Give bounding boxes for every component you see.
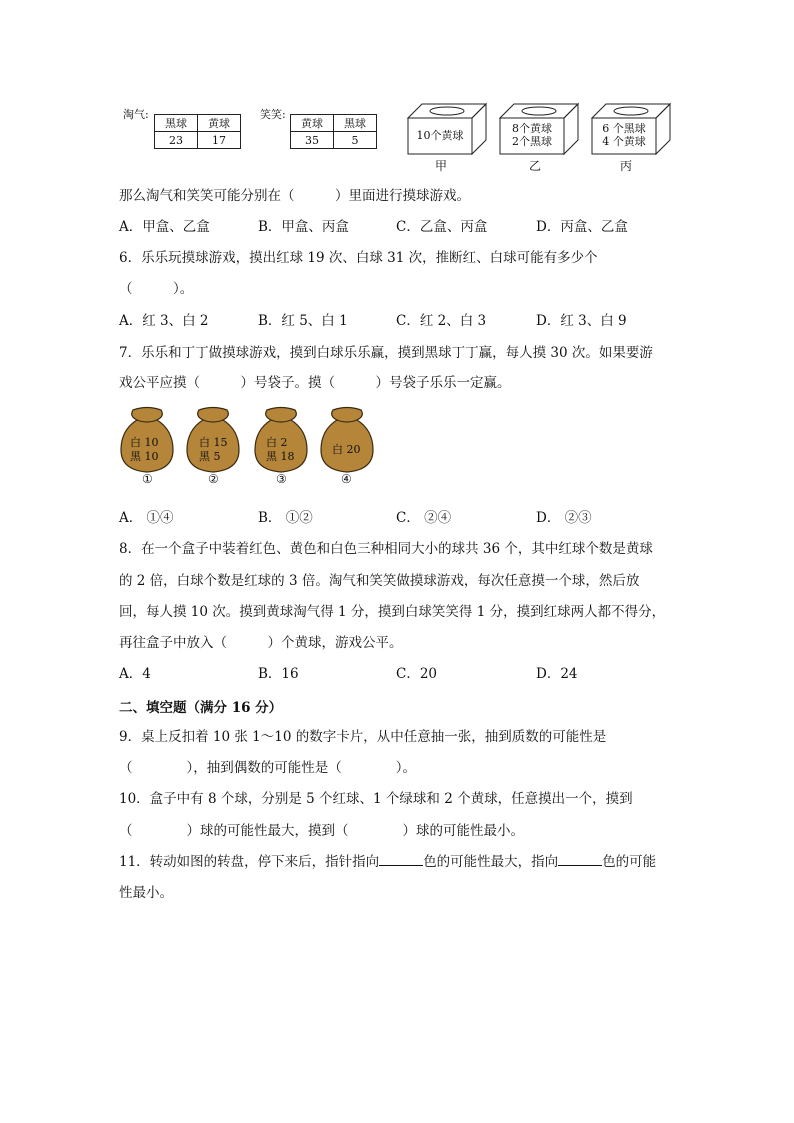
bag-2-number: ② [208,472,219,486]
bag-3-black-n: 18 [280,450,295,463]
q6-option-a[interactable]: A．红 3、白 2 [119,313,209,329]
q5-option-c[interactable]: C．乙盒、丙盒 [396,219,488,235]
box-yi-line2: 2个黑球 [512,135,552,148]
bag-2-black: 黑 [199,450,210,463]
box-bing-line1: 6 个黑球 [602,122,646,135]
bag-3-label [266,436,295,464]
q8-option-b[interactable]: B．16 [258,666,299,682]
box-jia-content: 10个黄球 [416,129,464,142]
q11-stem-line1 [119,853,656,871]
bag-2-black-n: 5 [213,450,221,463]
xiaoxiao-value-2: 5 [334,132,377,149]
q6-option-c[interactable]: C．红 2、白 3 [396,313,487,329]
q8-stem-line3: 回，每人摸 10 次。摸到黄球淘气得 1 分，摸到白球笑笑得 1 分，摸到红球两人都不得分， [119,604,666,620]
bag-2-white-n: 15 [213,436,228,449]
taoqi-value-1: 23 [155,132,198,149]
bag-4-white: 白 [332,443,343,456]
q11-stem-line2: 性最小。 [119,885,173,901]
box-bing-name: 丙 [619,159,632,173]
q7-option-d[interactable]: D． ②③ [536,510,592,526]
taoqi-value-2: 17 [198,132,241,149]
q7-option-b[interactable]: B． ①② [258,510,313,526]
q11-part2: 色的可能性最大，指向 [423,854,559,870]
q10-stem-line1: 10．盒子中有 8 个球，分别是 5 个红球、1 个绿球和 2 个黄球，任意摸出一个，摸到 [119,791,633,807]
q11-blank-1[interactable] [379,853,423,866]
q5-option-b[interactable]: B．甲盒、丙盒 [258,219,349,235]
section-title: 二、填空题（满分 16 分） [119,700,283,716]
bag-4-white-n: 20 [346,443,361,456]
bag-3-white-n: 2 [280,436,288,449]
q8-option-a[interactable]: A．4 [119,666,151,682]
box-bing-content [592,122,656,148]
q8-stem-line4: 再往盒子中放入（ ）个黄球，游戏公平。 [119,635,403,651]
bag-1-label [130,436,159,464]
box-yi-name: 乙 [528,159,541,173]
q5-option-a[interactable]: A．甲盒、乙盒 [119,219,210,235]
xiaoxiao-label: 笑笑: [260,108,286,121]
q6-option-d[interactable]: D．红 3、白 9 [536,313,627,329]
q7-stem-line1: 7．乐乐和丁丁做摸球游戏，摸到白球乐乐赢，摸到黑球丁丁赢，每人摸 30 次。如果要游 [119,345,653,361]
q9-stem-line2: （ ），抽到偶数的可能性是（ ）。 [119,760,416,776]
bag-3-black: 黑 [266,450,277,463]
bag-4-icon [321,408,373,473]
q6-stem-line1: 6．乐乐玩摸球游戏，摸出红球 19 次、白球 31 次，推断红、白球可能有多少个 [119,250,598,266]
q7-option-c[interactable]: C． ②④ [396,510,452,526]
bag-2-label [199,436,228,464]
bag-1-number: ① [142,472,153,486]
q6-option-b[interactable]: B．红 5、白 1 [258,313,348,329]
bag-1-white-n: 10 [144,436,159,449]
q8-option-d[interactable]: D．24 [536,666,578,682]
q11-part3: 色的可能 [602,854,657,870]
q8-stem-line2: 的 2 倍，白球个数是红球的 3 倍。淘气和笑笑做摸球游戏，每次任意摸一个球，然后放 [119,573,640,589]
taoqi-label: 淘气: [123,108,149,121]
bag-2-white: 白 [199,436,210,449]
q11-part1: 11．转动如图的转盘，停下来后，指针指向 [119,854,380,870]
taoqi-table [154,114,241,149]
xiaoxiao-table [290,114,377,149]
bag-1-black: 黑 [130,450,141,463]
q11-blank-2[interactable] [558,853,602,866]
q10-stem-line2: （ ）球的可能性最大，摸到（ ）球的可能性最小。 [119,823,524,839]
box-jia-name: 甲 [434,159,447,173]
q7-stem-line2: 戏公平应摸（ ）号袋子。摸（ ）号袋子乐乐一定赢。 [119,375,511,391]
q5-stem: 那么淘气和笑笑可能分别在（ ）里面进行摸球游戏。 [119,188,470,204]
bag-4-label [332,443,361,457]
q8-stem-line1: 8．在一个盒子中装着红色、黄色和白色三种相同大小的球共 36 个，其中红球个数是黄球 [119,541,653,557]
q5-option-d[interactable]: D．丙盒、乙盒 [536,219,628,235]
q7-option-a[interactable]: A． ①④ [119,510,174,526]
xiaoxiao-value-1: 35 [291,132,334,149]
bag-3-white: 白 [266,436,277,449]
taoqi-header-2: 黄球 [198,115,241,132]
bag-4-number: ④ [341,472,352,486]
taoqi-header-1: 黑球 [155,115,198,132]
q6-stem-line2: （ ）。 [119,281,194,297]
box-bing-line2: 4 个黄球 [602,135,646,148]
bag-3-number: ③ [276,472,287,486]
box-yi-content [500,122,564,148]
q8-option-c[interactable]: C．20 [396,666,438,682]
box-yi-line1: 8个黄球 [512,122,552,135]
xiaoxiao-header-1: 黄球 [291,115,334,132]
bag-1-black-n: 10 [144,450,159,463]
q9-stem-line1: 9．桌上反扣着 10 张 1～10 的数字卡片，从中任意抽一张，抽到质数的可能性是 [119,729,607,745]
bag-1-white: 白 [130,436,141,449]
xiaoxiao-header-2: 黑球 [334,115,377,132]
